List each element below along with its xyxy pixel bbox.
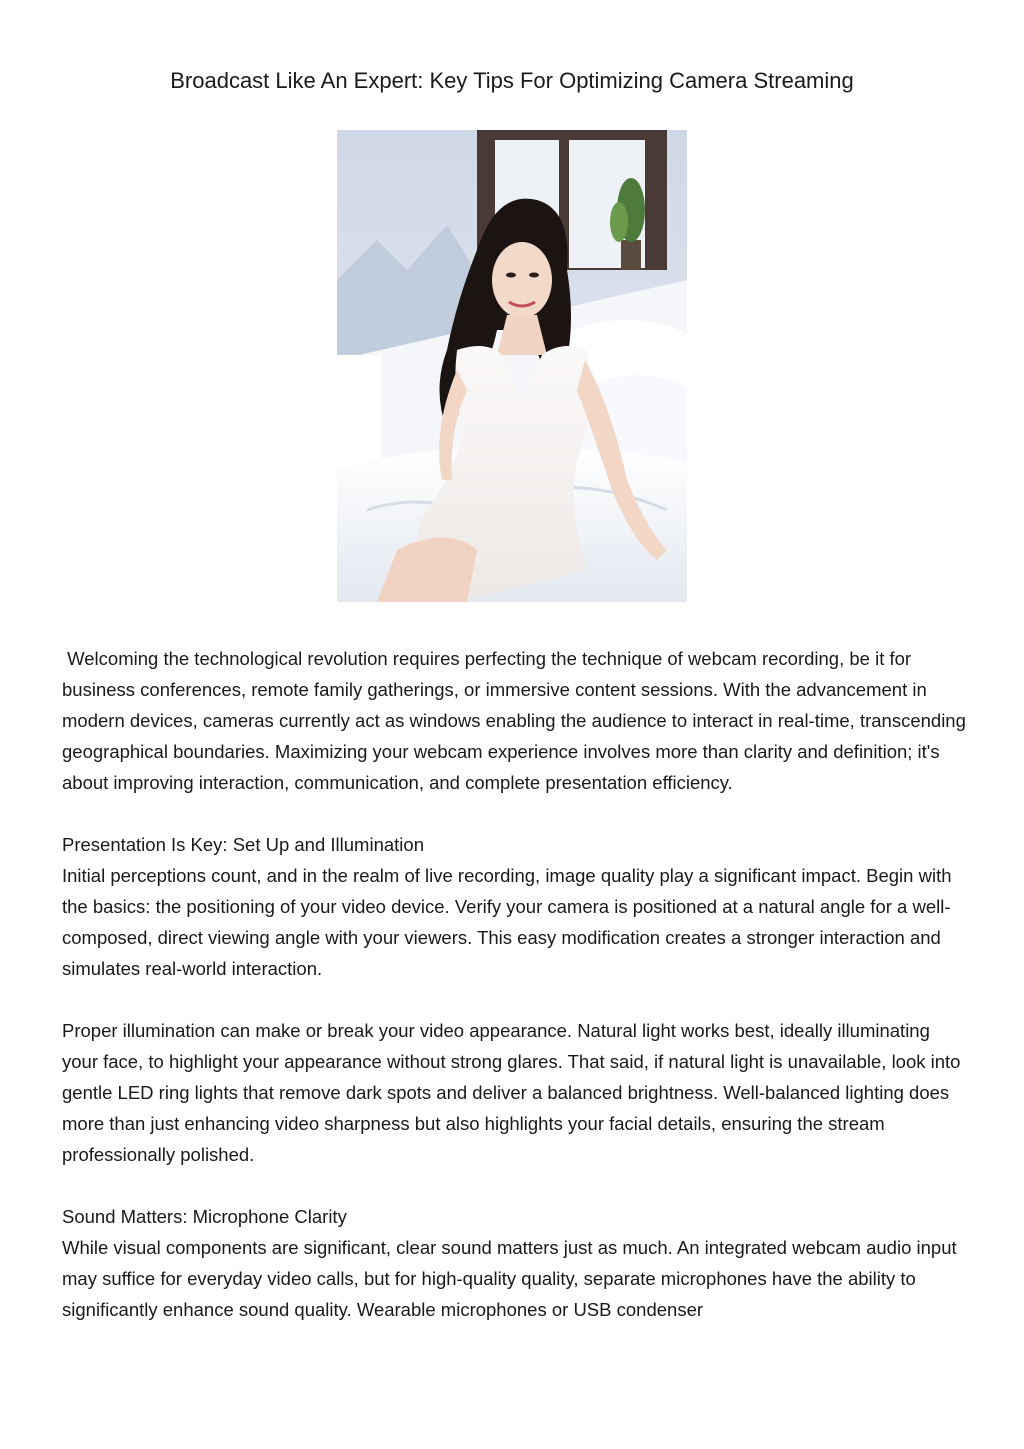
section-body-sound: While visual components are significant, clear sound matters just as much. An integrated webcam audio input may suffice for everyday video calls, but for high-quality quality, separate microphones have the ability to significantly enhance sound quality. Wearable microphones or USB condenser xyxy=(62,1237,957,1320)
section-heading-presentation: Presentation Is Key: Set Up and Illumination xyxy=(62,834,424,855)
section-heading-sound: Sound Matters: Microphone Clarity xyxy=(62,1206,347,1227)
article-body xyxy=(62,643,972,1356)
intro-paragraph: Welcoming the technological revolution requires perfecting the technique of webcam recording, be it for business conferences, remote family gatherings, or immersive content sessions. With the advancement in modern devices, cameras currently act as windows enabling the audience to interact in real-time, transcending geographical boundaries. Maximizing your webcam experience involves more than clarity and definition; it's about improving interaction, communication, and complete presentation efficiency. xyxy=(62,648,972,793)
hero-photo xyxy=(337,130,687,602)
section-sound xyxy=(62,1201,967,1325)
section-lighting-paragraph: Proper illumination can make or break your video appearance. Natural light works best, ideally illuminating your face, to highlight your appearance without strong glares. That said, if natural light is unavailable, look into gentle LED ring lights that remove dark spots and deliver a balanced brightness. Well-balanced lighting does more than just enhancing video sharpness but also highlights your facial details, ensuring the stream professionally polished. xyxy=(62,1020,961,1165)
page-title: Broadcast Like An Expert: Key Tips For Optimizing Camera Streaming xyxy=(170,68,854,93)
photo-woman-on-bed-icon xyxy=(337,130,687,602)
section-body-presentation: Initial perceptions count, and in the realm of live recording, image quality play a significant impact. Begin with the basics: the positioning of your video device. Verify your camera is positioned at a natural angle for a well-composed, direct viewing angle with your viewers. This easy modification creates a stronger interaction and simulates real-world interaction. xyxy=(62,865,952,979)
section-presentation xyxy=(62,829,967,984)
